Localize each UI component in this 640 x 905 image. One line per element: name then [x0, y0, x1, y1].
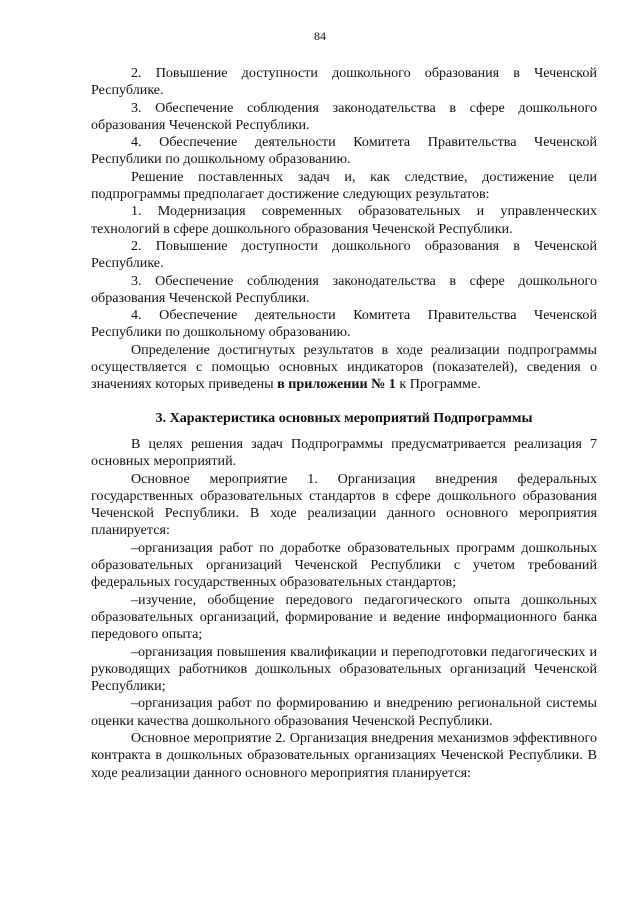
document-body [91, 65, 597, 782]
paragraph-results-intro: Решение поставленных задач и, как следствие, достижение цели подпрограммы предполагает достижение следующих результатов: [91, 168, 597, 203]
paragraph-measure-1: Основное мероприятие 1. Организация внедрения федеральных государственных образовательных стандартов в сфере дошкольного образования Чеченской Республики. В ходе реализации данного основного мероприятия планируется: [91, 470, 597, 539]
section-heading: 3. Характеристика основных мероприятий Подпрограммы [155, 409, 533, 426]
list-item-measure-1-b: –изучение, обобщение передового педагогического опыта дошкольных образовательных организаций, формирование и ведение информационного банка передового опыта; [91, 591, 597, 643]
paragraph-results-definition [91, 342, 597, 394]
paragraph-task-4: 4. Обеспечение деятельности Комитета Правительства Чеченской Республики по дошкольному образованию. [91, 134, 597, 168]
paragraph-measure-2: Основное мероприятие 2. Организация внедрения механизмов эффективного контракта в дошкольных образовательных организациях Чеченской Республики. В ходе реализации данного основного мероприятия планируется: [91, 729, 597, 781]
paragraph-task-3: 3. Обеспечение соблюдения законодательства в сфере дошкольного образования Чеченской Республики. [91, 99, 597, 133]
appendix-reference: в приложении № 1 [277, 376, 396, 393]
list-item-measure-1-a: –организация работ по доработке образовательных программ дошкольных образовательных организаций Чеченской Республики с учетом требований федеральных государственных образовательных стандартов; [91, 539, 597, 591]
list-item-measure-1-d: –организация работ по формированию и внедрению региональной системы оценки качества дошкольного образования Чеченской Республики. [91, 695, 597, 729]
paragraph-result-1: 1. Модернизация современных образовательных и управленческих технологий в сфере дошкольного образования Чеченской Республики. [91, 203, 597, 237]
page-number: 84 [314, 29, 326, 43]
paragraph-measures-intro: В целях решения задач Подпрограммы предусматривается реализация 7 основных мероприятий. [91, 435, 597, 470]
paragraph-result-2: 2. Повышение доступности дошкольного образования в Чеченской Республике. [91, 237, 597, 272]
paragraph-task-2: 2. Повышение доступности дошкольного образования в Чеченской Республике. [91, 65, 597, 99]
list-item-measure-1-c: –организация повышения квалификации и переподготовки педагогических и руководящих работников дошкольных образовательных организаций Чеченской Республики; [91, 643, 597, 695]
paragraph-result-3: 3. Обеспечение соблюдения законодательства в сфере дошкольного образования Чеченской Республики. [91, 272, 597, 306]
results-text-before: Определение достигнутых результатов в ходе реализации подпрограммы осуществляется с помощью основных индикаторов (показателей), сведения о значениях которых приведены [91, 341, 597, 393]
paragraph-result-4: 4. Обеспечение деятельности Комитета Правительства Чеченской Республики по дошкольному образованию. [91, 307, 597, 341]
results-text-after: к Программе. [395, 376, 481, 393]
